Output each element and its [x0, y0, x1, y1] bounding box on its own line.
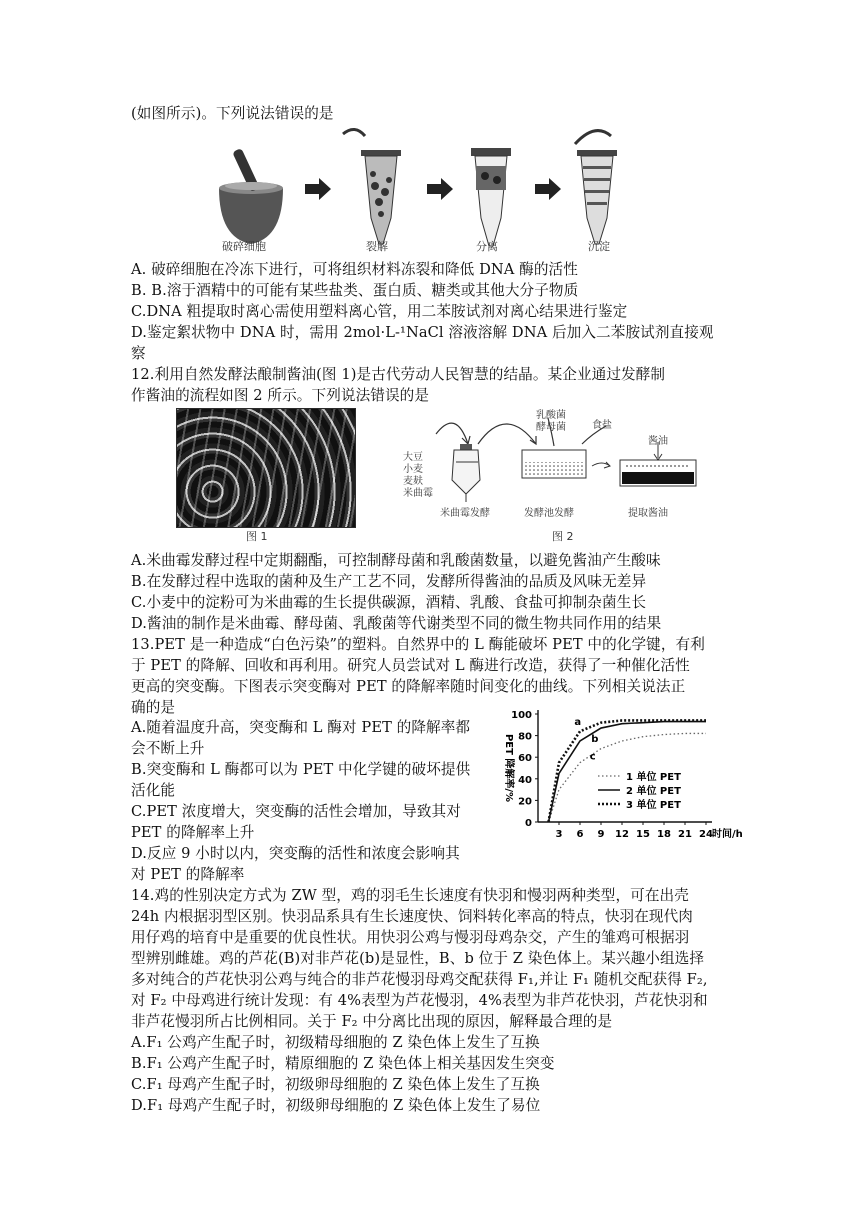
extraction-tank-illustration [620, 442, 696, 486]
q13-option-d-cont: 对 PET 的降解率 [131, 866, 245, 883]
q14-stem-4: 型辨别雌雄。鸡的芦花(B)对非芦花(b)是显性，B、b 位于 Z 染色体上。某兴趣小组选择 [131, 950, 705, 967]
q13-stem-2: 于 PET 的降解、回收和再利用。研究人员尝试对 L 酶进行改造，获得了一种催化活性 [131, 657, 690, 674]
q13-option-b: B.突变酶和 L 酶都可以为 PET 中化学键的破坏提供 [131, 761, 471, 778]
y-axis-label: PET 降解率/% [503, 733, 514, 803]
y-tick-label: 60 [518, 753, 532, 765]
fig1-label: 图 1 [246, 530, 268, 543]
curve-label-b: b [591, 734, 599, 746]
q11-option-b: B. B.溶于酒精中的可能有某些盐类、蛋白质、糖类或其他大分子物质 [131, 282, 579, 299]
fig2-stage-3: 提取酱油 [628, 508, 668, 519]
y-tick-label: 100 [511, 710, 532, 721]
arrow-icon [305, 178, 331, 200]
x-tick-label: 24 [699, 829, 713, 840]
microbe-lactic: 乳酸菌 [536, 410, 566, 421]
tube-separation-illustration [471, 148, 511, 246]
fig2-product: 酱油 [648, 436, 668, 447]
x-tick-label: 3 [555, 829, 563, 840]
q13-option-b-cont: 活化能 [131, 782, 176, 799]
q11-option-c: C.DNA 粗提取时离心需使用塑料离心管，用二苯胺试剂对离心结果进行鉴定 [131, 303, 628, 320]
q14-stem-5: 多对纯合的芦花快羽公鸡与纯合的非芦花慢羽母鸡交配获得 F₁,并让 F₁ 随机交配获得 F₂, [131, 971, 708, 988]
curve-label-a: a [574, 716, 582, 728]
q14-option-a: A.F₁ 公鸡产生配子时，初级精母细胞的 Z 染色体上发生了互换 [131, 1034, 540, 1051]
tube-lysis-illustration [343, 129, 401, 244]
q14-option-c: C.F₁ 母鸡产生配子时，初级卵母细胞的 Z 染色体上发生了互换 [131, 1076, 540, 1093]
y-tick-label: 0 [525, 818, 532, 829]
fig2-salt: 食盐 [592, 420, 612, 431]
fig2-stage-1: 米曲霉发酵 [440, 508, 490, 519]
q13-option-c-cont: PET 的降解率上升 [131, 824, 255, 841]
mortar-pestle-illustration [219, 148, 283, 244]
curve-label-c: c [589, 751, 596, 763]
input-soybean: 大豆 [403, 452, 423, 463]
q14-stem-6: 对 F₂ 中母鸡进行统计发现：有 4%表型为芦花慢羽，4%表型为非芦花快羽，芦花快羽和 [131, 992, 708, 1009]
arrow-icon [535, 178, 561, 200]
x-tick-label: 6 [576, 829, 584, 840]
q14-option-b: B.F₁ 公鸡产生配子时，精原细胞的 Z 染色体上相关基因发生突变 [131, 1055, 555, 1072]
fermenter-illustration [452, 444, 480, 502]
input-aspergillus: 米曲霉 [403, 488, 433, 499]
q14-stem-3: 用仔鸡的培育中是重要的优良性状。用快羽公鸡与慢羽母鸡杂交，产生的雏鸡可根据羽 [131, 929, 690, 946]
x-tick-label: 9 [597, 829, 605, 840]
q13-option-a-cont: 会不断上升 [131, 740, 205, 757]
microbe-yeast: 酵母菌 [536, 422, 566, 433]
step-label-precipitate: 沉淀 [588, 240, 610, 253]
q12-option-d: D.酱油的制作是米曲霉、酵母菌、乳酸菌等代谢类型不同的微生物共同作用的结果 [131, 615, 662, 632]
q11-option-d: D.鉴定絮状物中 DNA 时，需用 2mol·L-¹NaCl 溶液溶解 DNA 后加入二苯胺试剂直接观 [131, 324, 714, 341]
y-tick-label: 40 [518, 774, 532, 786]
q14-stem-7: 非芦花慢羽所占比例相同。关于 F₂ 中分离比出现的原因，解释最合理的是 [131, 1013, 613, 1030]
q13-option-c: C.PET 浓度增大，突变酶的活性会增加，导致其对 [131, 803, 461, 820]
legend-label-a: 3 单位 PET [626, 800, 681, 811]
q11-option-a: A. 破碎细胞在冷冻下进行，可将组织材料冻裂和降低 DNA 酶的活性 [131, 261, 578, 278]
pet-degradation-chart [492, 706, 743, 856]
legend-label-b: 2 单位 PET [626, 786, 681, 797]
q11-option-d-cont: 察 [131, 345, 146, 362]
q12-option-c: C.小麦中的淀粉可为米曲霉的生长提供碳源，酒精、乳酸、食盐可抑制杂菌生长 [131, 594, 647, 611]
arrow-icon [427, 178, 453, 200]
q12-stem-2: 作酱油的流程如图 2 所示。下列说法错误的是 [131, 387, 430, 404]
x-tick-label: 12 [615, 829, 629, 840]
fig2-stage-2: 发酵池发酵 [524, 508, 574, 519]
q12-option-b: B.在发酵过程中选取的菌种及生产工艺不同，发酵所得酱油的品质及风味无差异 [131, 573, 647, 590]
x-tick-label: 21 [678, 829, 692, 840]
fig2-inputs [403, 452, 433, 500]
q11-figure [215, 126, 635, 262]
fig2-label: 图 2 [552, 530, 574, 543]
step-label-separate: 分离 [476, 240, 498, 253]
step-label-lysis: 裂解 [366, 240, 388, 253]
input-wheat: 小麦 [403, 464, 423, 475]
q13-stem-4: 确的是 [131, 699, 176, 716]
q12-option-a: A.米曲霉发酵过程中定期翻酯，可控制酵母菌和乳酸菌数量，以避免酱油产生酸味 [131, 552, 661, 569]
fig2-microbes [536, 410, 566, 434]
q13-stem-3: 更高的突变酶。下图表示突变酶对 PET 的降解率随时间变化的曲线。下列相关说法正 [131, 678, 686, 695]
x-axis-label: 时间/h [712, 829, 743, 840]
x-tick-label: 15 [636, 829, 650, 840]
q12-stem-1: 12.利用自然发酵法酿制酱油(图 1)是古代劳动人民智慧的结晶。某企业通过发酵制 [131, 366, 666, 383]
soy-sauce-vats-photo [176, 408, 356, 528]
tube-precipitate-illustration [575, 131, 617, 244]
q11-intro: (如图所示)。下列说法错误的是 [131, 105, 334, 122]
fermentation-pool-illustration [522, 450, 586, 478]
input-bran: 麦麸 [403, 476, 423, 487]
q13-option-d: D.反应 9 小时以内，突变酶的活性和浓度会影响其 [131, 845, 460, 862]
y-tick-label: 80 [518, 731, 532, 743]
q13-option-a: A.随着温度升高，突变酶和 L 酶对 PET 的降解率都 [131, 719, 471, 736]
q14-stem-2: 24h 内根据羽型区别。快羽品系具有生长速度快、饲料转化率高的特点，快羽在现代肉 [131, 908, 693, 925]
q14-option-d: D.F₁ 母鸡产生配子时，初级卵母细胞的 Z 染色体上发生了易位 [131, 1097, 541, 1114]
x-tick-label: 18 [657, 829, 671, 840]
y-tick-label: 20 [518, 796, 532, 808]
step-label-crush: 破碎细胞 [222, 240, 266, 253]
legend-label-c: 1 单位 PET [626, 772, 681, 783]
q14-stem-1: 14.鸡的性别决定方式为 ZW 型，鸡的羽毛生长速度有快羽和慢羽两种类型，可在出壳 [131, 887, 689, 904]
q13-stem-1: 13.PET 是一种造成“白色污染”的塑料。自然界中的 L 酶能破坏 PET 中的化学键，有利 [131, 636, 705, 653]
